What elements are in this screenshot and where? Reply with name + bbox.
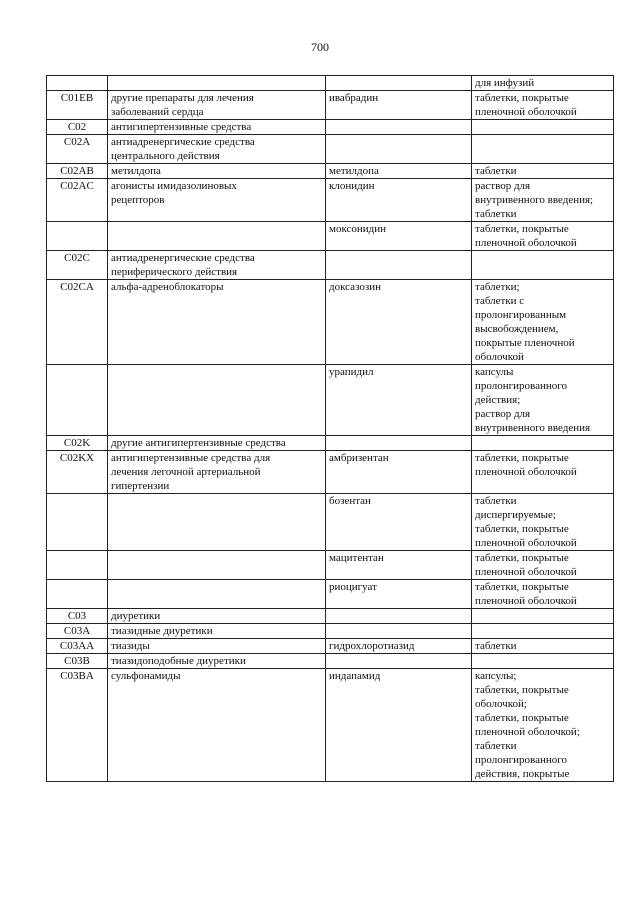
atc-code-cell: C03AA [47, 639, 108, 654]
cell-line: антиадренергические средства [111, 136, 255, 148]
cell-line: пролонгированного [475, 380, 567, 392]
drug-name-cell [326, 222, 472, 251]
cell-line: таблетки, покрытые [475, 581, 569, 593]
cell-line: таблетки; [475, 281, 520, 293]
cell-line: капсулы; [475, 670, 517, 682]
dosage-form-cell [472, 639, 614, 654]
drug-name-cell [326, 624, 472, 639]
cell-line: внутривенного введения [475, 422, 591, 434]
cell-line: сульфонамиды [111, 670, 181, 682]
cell-line: таблетки [475, 640, 517, 652]
cell-line: гипертензии [111, 480, 170, 492]
group-cell [108, 654, 326, 669]
group-cell [108, 639, 326, 654]
atc-code-cell: C02AB [47, 164, 108, 179]
table-row [47, 654, 614, 669]
cell-line: действия, покрытые [475, 768, 570, 780]
drug-name-cell [326, 164, 472, 179]
cell-line: диспергируемые; [475, 509, 556, 521]
cell-line: периферического действия [111, 266, 238, 278]
table-row [47, 91, 614, 120]
dosage-form-cell [472, 179, 614, 222]
atc-code-cell: C03 [47, 609, 108, 624]
dosage-form-cell [472, 551, 614, 580]
group-cell [108, 580, 326, 609]
cell-line: мацитентан [329, 552, 384, 564]
cell-line: таблетки, покрытые [475, 452, 569, 464]
table-row [47, 639, 614, 654]
group-cell [108, 494, 326, 551]
group-cell [108, 436, 326, 451]
dosage-form-cell [472, 654, 614, 669]
cell-line: амбризентан [329, 452, 389, 464]
atc-code-cell: C03A [47, 624, 108, 639]
table-row [47, 580, 614, 609]
cell-line: бозентан [329, 495, 371, 507]
table-row [47, 251, 614, 280]
atc-code-cell: C02AC [47, 179, 108, 222]
atc-code-cell: C02A [47, 135, 108, 164]
dosage-form-cell [472, 120, 614, 135]
dosage-form-cell [472, 135, 614, 164]
atc-code-cell: C02KX [47, 451, 108, 494]
cell-line: другие препараты для лечения [111, 92, 254, 104]
cell-line: пленочной оболочкой [475, 566, 577, 578]
dosage-form-cell [472, 365, 614, 436]
drug-name-cell [326, 251, 472, 280]
cell-line: антигипертензивные средства для [111, 452, 271, 464]
group-cell [108, 280, 326, 365]
atc-code-cell: C02 [47, 120, 108, 135]
group-cell [108, 551, 326, 580]
table-row [47, 494, 614, 551]
table-row [47, 135, 614, 164]
cell-line: таблетки, покрытые [475, 523, 569, 535]
table-row [47, 436, 614, 451]
table-body [47, 76, 614, 782]
cell-line: таблетки, покрытые [475, 223, 569, 235]
table-row [47, 280, 614, 365]
cell-line: урапидил [329, 366, 374, 378]
cell-line: пленочной оболочкой [475, 106, 577, 118]
cell-line: доксазозин [329, 281, 381, 293]
dosage-form-cell [472, 251, 614, 280]
group-cell [108, 251, 326, 280]
cell-line: метилдопа [111, 165, 161, 177]
dosage-form-cell [472, 494, 614, 551]
cell-line: таблетки [475, 495, 517, 507]
atc-code-cell: C01EB [47, 91, 108, 120]
table-row [47, 624, 614, 639]
atc-code-cell: C03B [47, 654, 108, 669]
drug-name-cell [326, 76, 472, 91]
table-row [47, 222, 614, 251]
drug-name-cell [326, 280, 472, 365]
dosage-form-cell [472, 669, 614, 782]
cell-line: капсулы [475, 366, 514, 378]
dosage-form-cell [472, 222, 614, 251]
group-cell [108, 164, 326, 179]
group-cell [108, 91, 326, 120]
cell-line: центрального действия [111, 150, 220, 162]
cell-line: агонисты имидазолиновых [111, 180, 237, 192]
cell-line: раствор для [475, 408, 531, 420]
cell-line: антигипертензивные средства [111, 121, 252, 133]
cell-line: пленочной оболочкой [475, 595, 577, 607]
atc-code-cell [47, 76, 108, 91]
dosage-form-cell [472, 280, 614, 365]
cell-line: диуретики [111, 610, 161, 622]
cell-line: действия; [475, 394, 521, 406]
table-row [47, 76, 614, 91]
cell-line: таблетки, покрытые [475, 684, 569, 696]
drug-name-cell [326, 494, 472, 551]
cell-line: риоцигуат [329, 581, 377, 593]
cell-line: таблетки [475, 740, 517, 752]
table-row [47, 669, 614, 782]
cell-line: таблетки, покрытые [475, 92, 569, 104]
atc-code-cell [47, 365, 108, 436]
atc-code-cell [47, 551, 108, 580]
atc-code-cell: C02K [47, 436, 108, 451]
cell-line: оболочкой; [475, 698, 527, 710]
group-cell [108, 179, 326, 222]
group-cell [108, 451, 326, 494]
drug-name-cell [326, 580, 472, 609]
cell-line: таблетки, покрытые [475, 712, 569, 724]
cell-line: пленочной оболочкой; [475, 726, 580, 738]
cell-line: антиадренергические средства [111, 252, 255, 264]
table-row [47, 609, 614, 624]
atc-code-cell: C02C [47, 251, 108, 280]
cell-line: рецепторов [111, 194, 165, 206]
drug-name-cell [326, 451, 472, 494]
dosage-form-cell [472, 91, 614, 120]
drug-name-cell [326, 365, 472, 436]
atc-code-cell [47, 222, 108, 251]
drug-name-cell [326, 639, 472, 654]
table-row [47, 179, 614, 222]
group-cell [108, 365, 326, 436]
drug-name-cell [326, 551, 472, 580]
cell-line: лечения легочной артериальной [111, 466, 261, 478]
page-number: 700 [311, 40, 329, 54]
cell-line: заболеваний сердца [111, 106, 204, 118]
group-cell [108, 624, 326, 639]
drug-name-cell [326, 654, 472, 669]
dosage-form-cell [472, 580, 614, 609]
cell-line: клонидин [329, 180, 375, 192]
cell-line: пленочной оболочкой [475, 537, 577, 549]
cell-line: ивабрадин [329, 92, 379, 104]
drug-name-cell [326, 436, 472, 451]
dosage-form-cell [472, 624, 614, 639]
table-row [47, 365, 614, 436]
dosage-form-cell [472, 76, 614, 91]
dosage-form-cell [472, 451, 614, 494]
drug-name-cell [326, 669, 472, 782]
cell-line: внутривенного введения; [475, 194, 594, 206]
drug-name-cell [326, 179, 472, 222]
group-cell [108, 609, 326, 624]
drug-name-cell [326, 120, 472, 135]
cell-line: таблетки [475, 165, 517, 177]
group-cell [108, 222, 326, 251]
cell-line: пленочной оболочкой [475, 237, 577, 249]
cell-line: тиазидоподобные диуретики [111, 655, 246, 667]
cell-line: для инфузий [475, 77, 535, 89]
dosage-form-cell [472, 609, 614, 624]
cell-line: тиазидные диуретики [111, 625, 213, 637]
cell-line: таблетки, покрытые [475, 552, 569, 564]
atc-code-cell: C02CA [47, 280, 108, 365]
cell-line: оболочкой [475, 351, 524, 363]
atc-code-cell: C03BA [47, 669, 108, 782]
cell-line: покрытые пленочной [475, 337, 575, 349]
cell-line: индапамид [329, 670, 381, 682]
table-row [47, 164, 614, 179]
table-row [47, 451, 614, 494]
group-cell [108, 135, 326, 164]
cell-line: высвобождением, [475, 323, 559, 335]
drug-name-cell [326, 609, 472, 624]
atc-code-cell [47, 494, 108, 551]
cell-line: раствор для [475, 180, 531, 192]
cell-line: пролонгированным [475, 309, 567, 321]
cell-line: метилдопа [329, 165, 379, 177]
cell-line: альфа-адреноблокаторы [111, 281, 224, 293]
group-cell [108, 120, 326, 135]
drug-table [46, 75, 614, 782]
cell-line: другие антигипертензивные средства [111, 437, 286, 449]
cell-line: моксонидин [329, 223, 387, 235]
cell-line: пролонгированного [475, 754, 567, 766]
cell-line: гидрохлоротиазид [329, 640, 415, 652]
cell-line: пленочной оболочкой [475, 466, 577, 478]
cell-line: тиазиды [111, 640, 150, 652]
table-row [47, 551, 614, 580]
drug-name-cell [326, 91, 472, 120]
cell-line: таблетки [475, 208, 517, 220]
group-cell [108, 76, 326, 91]
table-row [47, 120, 614, 135]
atc-code-cell [47, 580, 108, 609]
dosage-form-cell [472, 436, 614, 451]
cell-line: таблетки с [475, 295, 525, 307]
drug-name-cell [326, 135, 472, 164]
dosage-form-cell [472, 164, 614, 179]
group-cell [108, 669, 326, 782]
